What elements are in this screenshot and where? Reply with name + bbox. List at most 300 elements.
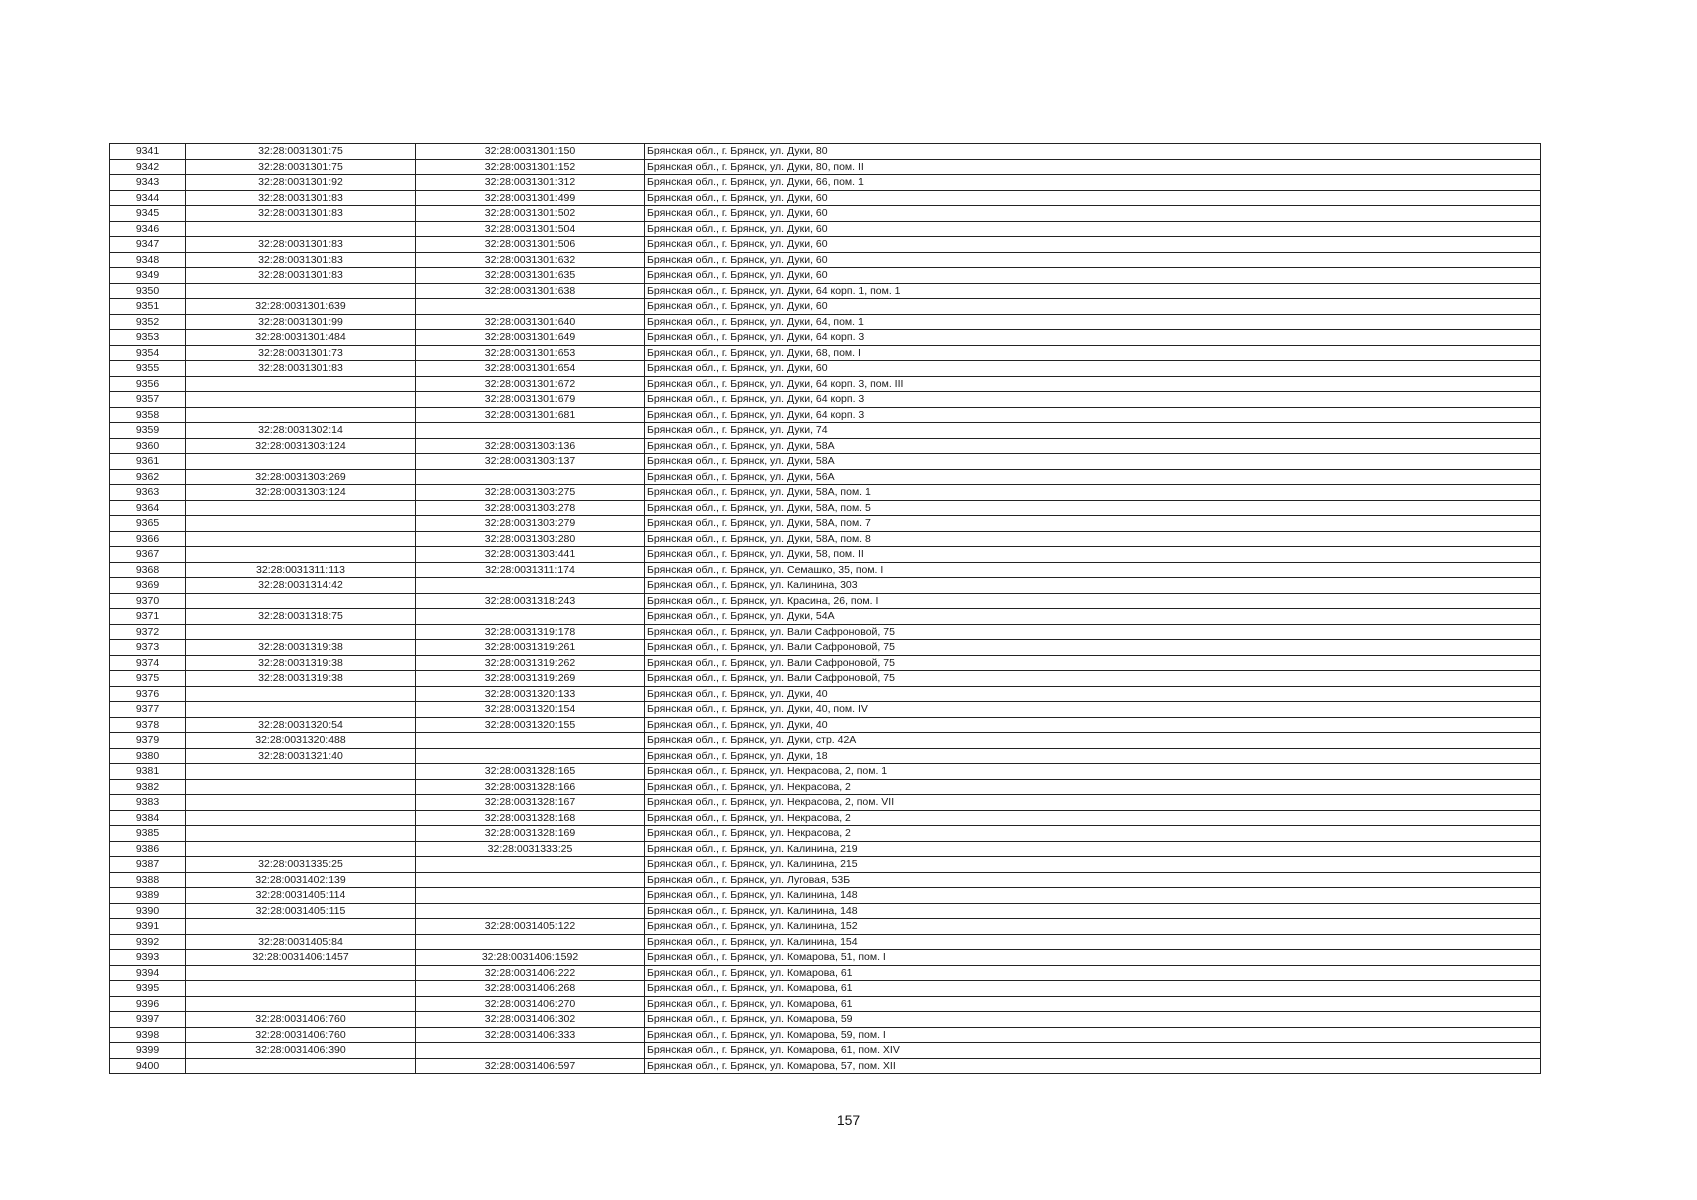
- land-parcel-cell: 32:28:0031319:38: [186, 640, 416, 656]
- table-row: [110, 500, 1541, 516]
- object-cadastral-number-cell: 32:28:0031303:137: [416, 454, 645, 470]
- address-cell: Брянская обл., г. Брянск, ул. Дуки, 40: [645, 717, 1541, 733]
- row-number-cell: 9365: [110, 516, 186, 532]
- table-row: [110, 779, 1541, 795]
- table-row: [110, 733, 1541, 749]
- land-parcel-cell: 32:28:0031301:484: [186, 330, 416, 346]
- land-parcel-cell: [186, 283, 416, 299]
- object-cadastral-number-cell: 32:28:0031303:441: [416, 547, 645, 563]
- table-row: [110, 299, 1541, 315]
- land-parcel-cell: [186, 454, 416, 470]
- address-cell: Брянская обл., г. Брянск, ул. Дуки, стр. 42А: [645, 733, 1541, 749]
- land-parcel-cell: 32:28:0031301:75: [186, 159, 416, 175]
- row-number-cell: 9356: [110, 376, 186, 392]
- land-parcel-cell: 32:28:0031335:25: [186, 857, 416, 873]
- row-number-cell: 9378: [110, 717, 186, 733]
- address-cell: Брянская обл., г. Брянск, ул. Дуки, 60: [645, 268, 1541, 284]
- land-parcel-cell: [186, 624, 416, 640]
- row-number-cell: 9347: [110, 237, 186, 253]
- object-cadastral-number-cell: 32:28:0031301:152: [416, 159, 645, 175]
- object-cadastral-number-cell: 32:28:0031406:333: [416, 1027, 645, 1043]
- land-parcel-cell: 32:28:0031406:760: [186, 1012, 416, 1028]
- object-cadastral-number-cell: [416, 733, 645, 749]
- address-cell: Брянская обл., г. Брянск, ул. Дуки, 18: [645, 748, 1541, 764]
- row-number-cell: 9391: [110, 919, 186, 935]
- table-row: [110, 562, 1541, 578]
- row-number-cell: 9375: [110, 671, 186, 687]
- address-cell: Брянская обл., г. Брянск, ул. Дуки, 68, пом. I: [645, 345, 1541, 361]
- row-number-cell: 9398: [110, 1027, 186, 1043]
- table-row: [110, 485, 1541, 501]
- object-cadastral-number-cell: 32:28:0031301:312: [416, 175, 645, 191]
- row-number-cell: 9346: [110, 221, 186, 237]
- object-cadastral-number-cell: 32:28:0031328:167: [416, 795, 645, 811]
- table-row: [110, 640, 1541, 656]
- land-parcel-cell: 32:28:0031301:73: [186, 345, 416, 361]
- row-number-cell: 9368: [110, 562, 186, 578]
- address-cell: Брянская обл., г. Брянск, ул. Калинина, 148: [645, 903, 1541, 919]
- address-cell: Брянская обл., г. Брянск, ул. Комарова, 59, пом. I: [645, 1027, 1541, 1043]
- object-cadastral-number-cell: [416, 609, 645, 625]
- object-cadastral-number-cell: 32:28:0031320:155: [416, 717, 645, 733]
- address-cell: Брянская обл., г. Брянск, ул. Красина, 26, пом. I: [645, 593, 1541, 609]
- row-number-cell: 9371: [110, 609, 186, 625]
- row-number-cell: 9349: [110, 268, 186, 284]
- address-cell: Брянская обл., г. Брянск, ул. Дуки, 58А, пом. 5: [645, 500, 1541, 516]
- row-number-cell: 9353: [110, 330, 186, 346]
- object-cadastral-number-cell: [416, 888, 645, 904]
- address-cell: Брянская обл., г. Брянск, ул. Дуки, 54А: [645, 609, 1541, 625]
- land-parcel-cell: [186, 1058, 416, 1074]
- land-parcel-cell: 32:28:0031319:38: [186, 655, 416, 671]
- row-number-cell: 9363: [110, 485, 186, 501]
- object-cadastral-number-cell: 32:28:0031301:635: [416, 268, 645, 284]
- object-cadastral-number-cell: [416, 748, 645, 764]
- row-number-cell: 9382: [110, 779, 186, 795]
- row-number-cell: 9393: [110, 950, 186, 966]
- table-row: [110, 702, 1541, 718]
- object-cadastral-number-cell: 32:28:0031301:640: [416, 314, 645, 330]
- object-cadastral-number-cell: 32:28:0031303:278: [416, 500, 645, 516]
- row-number-cell: 9394: [110, 965, 186, 981]
- table-row: [110, 919, 1541, 935]
- address-cell: Брянская обл., г. Брянск, ул. Дуки, 40: [645, 686, 1541, 702]
- land-parcel-cell: [186, 779, 416, 795]
- land-parcel-cell: [186, 407, 416, 423]
- table-row: [110, 268, 1541, 284]
- row-number-cell: 9390: [110, 903, 186, 919]
- land-parcel-cell: [186, 221, 416, 237]
- land-parcel-cell: 32:28:0031301:99: [186, 314, 416, 330]
- address-cell: Брянская обл., г. Брянск, ул. Некрасова, 2, пом. VII: [645, 795, 1541, 811]
- address-cell: Брянская обл., г. Брянск, ул. Семашко, 35, пом. I: [645, 562, 1541, 578]
- row-number-cell: 9359: [110, 423, 186, 439]
- row-number-cell: 9389: [110, 888, 186, 904]
- land-parcel-cell: 32:28:0031303:124: [186, 438, 416, 454]
- table-row: [110, 593, 1541, 609]
- row-number-cell: 9364: [110, 500, 186, 516]
- object-cadastral-number-cell: 32:28:0031328:169: [416, 826, 645, 842]
- land-parcel-cell: 32:28:0031301:92: [186, 175, 416, 191]
- table-row: [110, 609, 1541, 625]
- object-cadastral-number-cell: 32:28:0031406:268: [416, 981, 645, 997]
- address-cell: Брянская обл., г. Брянск, ул. Дуки, 64 корп. 3: [645, 330, 1541, 346]
- object-cadastral-number-cell: 32:28:0031311:174: [416, 562, 645, 578]
- object-cadastral-number-cell: [416, 578, 645, 594]
- address-cell: Брянская обл., г. Брянск, ул. Некрасова, 2: [645, 779, 1541, 795]
- row-number-cell: 9342: [110, 159, 186, 175]
- land-parcel-cell: 32:28:0031402:139: [186, 872, 416, 888]
- table-row: [110, 516, 1541, 532]
- row-number-cell: 9376: [110, 686, 186, 702]
- land-parcel-cell: 32:28:0031301:83: [186, 268, 416, 284]
- land-parcel-cell: 32:28:0031321:40: [186, 748, 416, 764]
- address-cell: Брянская обл., г. Брянск, ул. Вали Сафроновой, 75: [645, 624, 1541, 640]
- address-cell: Брянская обл., г. Брянск, ул. Калинина, 215: [645, 857, 1541, 873]
- land-parcel-cell: [186, 547, 416, 563]
- table-row: [110, 1058, 1541, 1074]
- page-number: 157: [836, 1112, 861, 1128]
- row-number-cell: 9379: [110, 733, 186, 749]
- table-row: [110, 237, 1541, 253]
- row-number-cell: 9355: [110, 361, 186, 377]
- land-parcel-cell: 32:28:0031405:84: [186, 934, 416, 950]
- land-parcel-cell: [186, 686, 416, 702]
- land-parcel-cell: 32:28:0031405:114: [186, 888, 416, 904]
- table-row: [110, 671, 1541, 687]
- table-row: [110, 531, 1541, 547]
- address-cell: Брянская обл., г. Брянск, ул. Комарова, 61: [645, 996, 1541, 1012]
- table-row: [110, 392, 1541, 408]
- row-number-cell: 9341: [110, 144, 186, 160]
- table-row: [110, 175, 1541, 191]
- table-row: [110, 361, 1541, 377]
- address-cell: Брянская обл., г. Брянск, ул. Вали Сафроновой, 75: [645, 671, 1541, 687]
- object-cadastral-number-cell: 32:28:0031328:165: [416, 764, 645, 780]
- row-number-cell: 9384: [110, 810, 186, 826]
- row-number-cell: 9366: [110, 531, 186, 547]
- land-parcel-cell: [186, 795, 416, 811]
- row-number-cell: 9350: [110, 283, 186, 299]
- land-parcel-cell: [186, 826, 416, 842]
- object-cadastral-number-cell: 32:28:0031328:166: [416, 779, 645, 795]
- table-row: [110, 826, 1541, 842]
- address-cell: Брянская обл., г. Брянск, ул. Дуки, 60: [645, 361, 1541, 377]
- row-number-cell: 9392: [110, 934, 186, 950]
- address-cell: Брянская обл., г. Брянск, ул. Дуки, 40, пом. IV: [645, 702, 1541, 718]
- land-parcel-cell: 32:28:0031314:42: [186, 578, 416, 594]
- address-cell: Брянская обл., г. Брянск, ул. Дуки, 58А, пом. 1: [645, 485, 1541, 501]
- table-row: [110, 221, 1541, 237]
- table-row: [110, 376, 1541, 392]
- object-cadastral-number-cell: 32:28:0031320:133: [416, 686, 645, 702]
- land-parcel-cell: 32:28:0031406:760: [186, 1027, 416, 1043]
- land-parcel-cell: 32:28:0031301:83: [186, 252, 416, 268]
- table-row: [110, 144, 1541, 160]
- table-row: [110, 950, 1541, 966]
- object-cadastral-number-cell: [416, 469, 645, 485]
- land-parcel-cell: [186, 965, 416, 981]
- object-cadastral-number-cell: 32:28:0031301:653: [416, 345, 645, 361]
- row-number-cell: 9369: [110, 578, 186, 594]
- address-cell: Брянская обл., г. Брянск, ул. Некрасова, 2: [645, 810, 1541, 826]
- row-number-cell: 9370: [110, 593, 186, 609]
- address-cell: Брянская обл., г. Брянск, ул. Дуки, 58, пом. II: [645, 547, 1541, 563]
- row-number-cell: 9395: [110, 981, 186, 997]
- land-parcel-cell: 32:28:0031318:75: [186, 609, 416, 625]
- table-row: [110, 1027, 1541, 1043]
- row-number-cell: 9396: [110, 996, 186, 1012]
- table-row: [110, 469, 1541, 485]
- row-number-cell: 9357: [110, 392, 186, 408]
- object-cadastral-number-cell: 32:28:0031301:150: [416, 144, 645, 160]
- address-cell: Брянская обл., г. Брянск, ул. Дуки, 58А, пом. 8: [645, 531, 1541, 547]
- land-parcel-cell: 32:28:0031405:115: [186, 903, 416, 919]
- row-number-cell: 9344: [110, 190, 186, 206]
- address-cell: Брянская обл., г. Брянск, ул. Некрасова, 2, пом. 1: [645, 764, 1541, 780]
- row-number-cell: 9380: [110, 748, 186, 764]
- row-number-cell: 9377: [110, 702, 186, 718]
- land-parcel-cell: [186, 516, 416, 532]
- object-cadastral-number-cell: 32:28:0031406:597: [416, 1058, 645, 1074]
- land-parcel-cell: [186, 593, 416, 609]
- address-cell: Брянская обл., г. Брянск, ул. Дуки, 58А: [645, 438, 1541, 454]
- table-row: [110, 547, 1541, 563]
- row-number-cell: 9383: [110, 795, 186, 811]
- table-row: [110, 1043, 1541, 1059]
- table-row: [110, 981, 1541, 997]
- table-row: [110, 1012, 1541, 1028]
- land-parcel-cell: [186, 764, 416, 780]
- address-cell: Брянская обл., г. Брянск, ул. Дуки, 58А: [645, 454, 1541, 470]
- table-row: [110, 454, 1541, 470]
- table-row: [110, 872, 1541, 888]
- object-cadastral-number-cell: 32:28:0031406:302: [416, 1012, 645, 1028]
- table-row: [110, 206, 1541, 222]
- table-row: [110, 996, 1541, 1012]
- table-row: [110, 314, 1541, 330]
- address-cell: Брянская обл., г. Брянск, ул. Калинина, 152: [645, 919, 1541, 935]
- object-cadastral-number-cell: 32:28:0031303:275: [416, 485, 645, 501]
- address-cell: Брянская обл., г. Брянск, ул. Калинина, 219: [645, 841, 1541, 857]
- table-row: [110, 795, 1541, 811]
- object-cadastral-number-cell: 32:28:0031406:1592: [416, 950, 645, 966]
- row-number-cell: 9358: [110, 407, 186, 423]
- object-cadastral-number-cell: 32:28:0031301:502: [416, 206, 645, 222]
- object-cadastral-number-cell: 32:28:0031301:681: [416, 407, 645, 423]
- object-cadastral-number-cell: 32:28:0031301:506: [416, 237, 645, 253]
- object-cadastral-number-cell: [416, 423, 645, 439]
- object-cadastral-number-cell: 32:28:0031320:154: [416, 702, 645, 718]
- address-cell: Брянская обл., г. Брянск, ул. Дуки, 74: [645, 423, 1541, 439]
- table-row: [110, 252, 1541, 268]
- object-cadastral-number-cell: 32:28:0031319:261: [416, 640, 645, 656]
- address-cell: Брянская обл., г. Брянск, ул. Комарова, 51, пом. I: [645, 950, 1541, 966]
- registry-table-body: [110, 144, 1541, 1074]
- row-number-cell: 9374: [110, 655, 186, 671]
- address-cell: Брянская обл., г. Брянск, ул. Дуки, 56А: [645, 469, 1541, 485]
- address-cell: Брянская обл., г. Брянск, ул. Калинина, 154: [645, 934, 1541, 950]
- land-parcel-cell: [186, 531, 416, 547]
- object-cadastral-number-cell: 32:28:0031301:638: [416, 283, 645, 299]
- table-row: [110, 965, 1541, 981]
- table-row: [110, 686, 1541, 702]
- row-number-cell: 9352: [110, 314, 186, 330]
- address-cell: Брянская обл., г. Брянск, ул. Вали Сафроновой, 75: [645, 655, 1541, 671]
- address-cell: Брянская обл., г. Брянск, ул. Калинина, 148: [645, 888, 1541, 904]
- object-cadastral-number-cell: [416, 872, 645, 888]
- object-cadastral-number-cell: [416, 857, 645, 873]
- object-cadastral-number-cell: 32:28:0031301:504: [416, 221, 645, 237]
- address-cell: Брянская обл., г. Брянск, ул. Комарова, 57, пом. XII: [645, 1058, 1541, 1074]
- address-cell: Брянская обл., г. Брянск, ул. Дуки, 64 корп. 3: [645, 392, 1541, 408]
- land-parcel-cell: [186, 841, 416, 857]
- land-parcel-cell: 32:28:0031303:124: [186, 485, 416, 501]
- table-row: [110, 624, 1541, 640]
- row-number-cell: 9385: [110, 826, 186, 842]
- land-parcel-cell: 32:28:0031301:83: [186, 206, 416, 222]
- land-parcel-cell: 32:28:0031320:488: [186, 733, 416, 749]
- address-cell: Брянская обл., г. Брянск, ул. Дуки, 64 корп. 3, пом. III: [645, 376, 1541, 392]
- registry-table: [109, 143, 1541, 1074]
- address-cell: Брянская обл., г. Брянск, ул. Дуки, 60: [645, 252, 1541, 268]
- object-cadastral-number-cell: 32:28:0031333:25: [416, 841, 645, 857]
- land-parcel-cell: 32:28:0031320:54: [186, 717, 416, 733]
- address-cell: Брянская обл., г. Брянск, ул. Комарова, 59: [645, 1012, 1541, 1028]
- object-cadastral-number-cell: [416, 903, 645, 919]
- object-cadastral-number-cell: 32:28:0031301:632: [416, 252, 645, 268]
- address-cell: Брянская обл., г. Брянск, ул. Дуки, 66, пом. 1: [645, 175, 1541, 191]
- land-parcel-cell: [186, 981, 416, 997]
- land-parcel-cell: [186, 919, 416, 935]
- land-parcel-cell: 32:28:0031301:83: [186, 361, 416, 377]
- land-parcel-cell: [186, 996, 416, 1012]
- row-number-cell: 9360: [110, 438, 186, 454]
- table-row: [110, 423, 1541, 439]
- row-number-cell: 9354: [110, 345, 186, 361]
- address-cell: Брянская обл., г. Брянск, ул. Дуки, 80, пом. II: [645, 159, 1541, 175]
- object-cadastral-number-cell: 32:28:0031303:279: [416, 516, 645, 532]
- table-row: [110, 841, 1541, 857]
- table-row: [110, 655, 1541, 671]
- object-cadastral-number-cell: 32:28:0031303:136: [416, 438, 645, 454]
- object-cadastral-number-cell: [416, 299, 645, 315]
- table-row: [110, 934, 1541, 950]
- table-row: [110, 345, 1541, 361]
- address-cell: Брянская обл., г. Брянск, ул. Дуки, 64 корп. 1, пом. 1: [645, 283, 1541, 299]
- address-cell: Брянская обл., г. Брянск, ул. Луговая, 53Б: [645, 872, 1541, 888]
- table-row: [110, 407, 1541, 423]
- object-cadastral-number-cell: 32:28:0031406:270: [416, 996, 645, 1012]
- land-parcel-cell: [186, 392, 416, 408]
- object-cadastral-number-cell: 32:28:0031303:280: [416, 531, 645, 547]
- object-cadastral-number-cell: 32:28:0031405:122: [416, 919, 645, 935]
- address-cell: Брянская обл., г. Брянск, ул. Дуки, 58А, пом. 7: [645, 516, 1541, 532]
- land-parcel-cell: 32:28:0031319:38: [186, 671, 416, 687]
- table-row: [110, 764, 1541, 780]
- object-cadastral-number-cell: 32:28:0031319:262: [416, 655, 645, 671]
- land-parcel-cell: 32:28:0031406:390: [186, 1043, 416, 1059]
- object-cadastral-number-cell: 32:28:0031406:222: [416, 965, 645, 981]
- object-cadastral-number-cell: 32:28:0031301:649: [416, 330, 645, 346]
- row-number-cell: 9373: [110, 640, 186, 656]
- land-parcel-cell: [186, 702, 416, 718]
- row-number-cell: 9400: [110, 1058, 186, 1074]
- land-parcel-cell: 32:28:0031302:14: [186, 423, 416, 439]
- address-cell: Брянская обл., г. Брянск, ул. Дуки, 60: [645, 237, 1541, 253]
- address-cell: Брянская обл., г. Брянск, ул. Дуки, 60: [645, 190, 1541, 206]
- row-number-cell: 9367: [110, 547, 186, 563]
- row-number-cell: 9362: [110, 469, 186, 485]
- row-number-cell: 9351: [110, 299, 186, 315]
- address-cell: Брянская обл., г. Брянск, ул. Калинина, 303: [645, 578, 1541, 594]
- object-cadastral-number-cell: 32:28:0031318:243: [416, 593, 645, 609]
- address-cell: Брянская обл., г. Брянск, ул. Комарова, 61: [645, 965, 1541, 981]
- address-cell: Брянская обл., г. Брянск, ул. Некрасова, 2: [645, 826, 1541, 842]
- table-row: [110, 330, 1541, 346]
- object-cadastral-number-cell: [416, 1043, 645, 1059]
- land-parcel-cell: [186, 500, 416, 516]
- table-row: [110, 578, 1541, 594]
- address-cell: Брянская обл., г. Брянск, ул. Дуки, 60: [645, 206, 1541, 222]
- object-cadastral-number-cell: 32:28:0031301:672: [416, 376, 645, 392]
- address-cell: Брянская обл., г. Брянск, ул. Вали Сафроновой, 75: [645, 640, 1541, 656]
- table-row: [110, 857, 1541, 873]
- address-cell: Брянская обл., г. Брянск, ул. Дуки, 64 корп. 3: [645, 407, 1541, 423]
- row-number-cell: 9386: [110, 841, 186, 857]
- registry-table-container: [109, 143, 1541, 1074]
- row-number-cell: 9381: [110, 764, 186, 780]
- table-row: [110, 888, 1541, 904]
- table-row: [110, 717, 1541, 733]
- object-cadastral-number-cell: 32:28:0031319:178: [416, 624, 645, 640]
- land-parcel-cell: [186, 376, 416, 392]
- land-parcel-cell: 32:28:0031301:75: [186, 144, 416, 160]
- table-row: [110, 438, 1541, 454]
- object-cadastral-number-cell: 32:28:0031328:168: [416, 810, 645, 826]
- address-cell: Брянская обл., г. Брянск, ул. Дуки, 80: [645, 144, 1541, 160]
- object-cadastral-number-cell: 32:28:0031301:499: [416, 190, 645, 206]
- land-parcel-cell: [186, 810, 416, 826]
- table-row: [110, 903, 1541, 919]
- land-parcel-cell: 32:28:0031301:83: [186, 190, 416, 206]
- object-cadastral-number-cell: 32:28:0031319:269: [416, 671, 645, 687]
- land-parcel-cell: 32:28:0031303:269: [186, 469, 416, 485]
- row-number-cell: 9388: [110, 872, 186, 888]
- row-number-cell: 9348: [110, 252, 186, 268]
- table-row: [110, 810, 1541, 826]
- object-cadastral-number-cell: 32:28:0031301:679: [416, 392, 645, 408]
- address-cell: Брянская обл., г. Брянск, ул. Дуки, 64, пом. 1: [645, 314, 1541, 330]
- land-parcel-cell: 32:28:0031311:113: [186, 562, 416, 578]
- land-parcel-cell: 32:28:0031301:639: [186, 299, 416, 315]
- row-number-cell: 9343: [110, 175, 186, 191]
- address-cell: Брянская обл., г. Брянск, ул. Комарова, 61: [645, 981, 1541, 997]
- table-row: [110, 283, 1541, 299]
- row-number-cell: 9372: [110, 624, 186, 640]
- row-number-cell: 9397: [110, 1012, 186, 1028]
- table-row: [110, 748, 1541, 764]
- land-parcel-cell: 32:28:0031406:1457: [186, 950, 416, 966]
- row-number-cell: 9399: [110, 1043, 186, 1059]
- object-cadastral-number-cell: [416, 934, 645, 950]
- row-number-cell: 9361: [110, 454, 186, 470]
- table-row: [110, 159, 1541, 175]
- table-row: [110, 190, 1541, 206]
- row-number-cell: 9387: [110, 857, 186, 873]
- row-number-cell: 9345: [110, 206, 186, 222]
- land-parcel-cell: 32:28:0031301:83: [186, 237, 416, 253]
